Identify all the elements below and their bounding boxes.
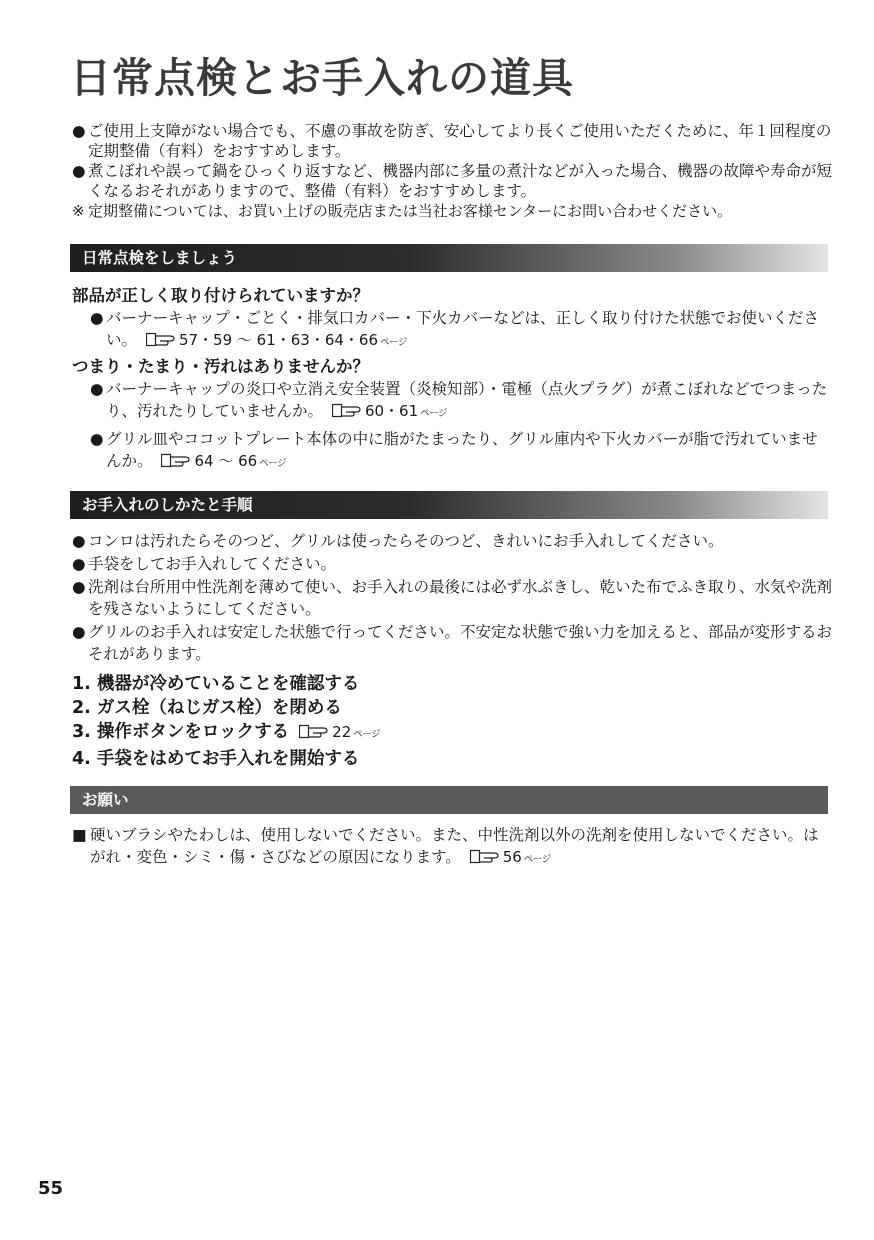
item-text: 手袋をしてお手入れしてください。 — [88, 555, 337, 573]
page-reference — [295, 723, 380, 741]
page-numbers: 60・61 — [364, 402, 419, 420]
list-item — [72, 161, 832, 201]
page-unit: ページ — [380, 337, 407, 348]
list-item — [90, 428, 832, 475]
bullet-icon: ● — [72, 162, 86, 180]
item-text: 洗剤は台所用中性洗剤を薄めて使い、お手入れの最後には必ず水ぶきし、乾いた布でふき取り、水気や洗剤を残さないようにしてください。 — [88, 578, 833, 618]
list-item — [72, 553, 832, 575]
page-title: 日常点検とお手入れの道具 — [70, 54, 574, 102]
note-mark: ※ — [72, 202, 85, 220]
step-item — [72, 720, 380, 747]
bullet-icon: ● — [90, 380, 104, 398]
step-item: 1. 機器が冷めていることを確認する — [72, 674, 360, 694]
question-body — [90, 307, 832, 357]
square-bullet-icon: ■ — [72, 826, 87, 844]
section-heading-care: お手入れのしかたと手順 — [70, 491, 828, 519]
list-item — [72, 621, 832, 665]
section-heading-daily-check: 日常点検をしましょう — [70, 244, 828, 272]
bullet-icon: ● — [72, 623, 86, 641]
page-numbers: 64 ～ 66 — [194, 452, 258, 470]
pointing-hand-icon — [470, 848, 500, 870]
pointing-hand-icon — [299, 722, 329, 746]
request-text: 硬いブラシやたわしは、使用しないでください。また、中性洗剤以外の洗剤を使用しないでください。はがれ・変色・シミ・傷・さびなどの原因になります。 — [90, 826, 819, 866]
bullet-icon: ● — [90, 309, 104, 327]
section-heading-request: お願い — [70, 786, 828, 814]
pointing-hand-icon — [161, 452, 191, 474]
list-item — [90, 307, 832, 354]
item-text: バーナーキャップ・ごとく・排気口カバー・下火カバーなどは、正しく取り付けた状態でお使いください。 — [106, 309, 820, 349]
step-item: 2. ガス栓（ねじガス栓）を閉める — [72, 698, 342, 718]
page-reference — [466, 848, 551, 866]
intro-text: ご使用上支障がない場合でも、不慮の事故を防ぎ、安心してより長くご使用いただくために、年１回程度の定期整備（有料）をおすすめします。 — [88, 122, 832, 160]
page-reference — [142, 331, 407, 349]
pointing-hand-icon — [146, 331, 176, 353]
bullet-icon: ● — [90, 430, 104, 448]
step-text: 3. 操作ボタンをロックする — [72, 722, 290, 742]
bullet-icon: ● — [72, 578, 86, 596]
care-notes — [72, 530, 832, 666]
bullet-icon: ● — [72, 122, 86, 140]
request-section — [72, 824, 832, 871]
question-heading: 部品が正しく取り付けられていますか？ — [72, 286, 369, 305]
list-item — [90, 378, 832, 425]
bullet-icon: ● — [72, 532, 86, 550]
item-text: グリル皿やココットプレート本体の中に脂がたまったり、グリル庫内や下火カバーが脂で汚れていませんか。 — [106, 430, 818, 470]
step-item: 4. 手袋をはめてお手入れを開始する — [72, 749, 360, 769]
item-text: コンロは汚れたらそのつど、グリルは使ったらそのつど、きれいにお手入れしてください。 — [88, 532, 724, 550]
care-steps — [72, 672, 380, 771]
page-numbers: 57・59 ～ 61・63・64・66 — [178, 331, 379, 349]
list-item — [72, 530, 832, 552]
list-item — [72, 824, 832, 871]
pointing-hand-icon — [332, 402, 362, 424]
page-numbers: 56 — [502, 848, 522, 866]
page-reference — [328, 402, 447, 420]
page-unit: ページ — [420, 408, 447, 419]
page-unit: ページ — [353, 729, 381, 740]
bullet-icon: ● — [72, 555, 86, 573]
note-text: 定期整備については、お買い上げの販売店または当社お客様センターにお問い合わせください。 — [88, 202, 733, 220]
page-reference — [157, 452, 286, 470]
page-unit: ページ — [523, 854, 551, 865]
intro-section — [72, 121, 832, 221]
list-item — [72, 121, 832, 161]
question-body — [90, 378, 832, 478]
question-heading: つまり・たまり・汚れはありませんか？ — [72, 357, 369, 376]
intro-text: 煮こぼれや誤って鍋をひっくり返すなど、機器内部に多量の煮汁などが入った場合、機器の故障や寿命が短くなるおそれがありますので、整備（有料）をおすすめします。 — [88, 162, 833, 200]
list-item — [72, 576, 832, 620]
item-text: グリルのお手入れは安定した状態で行ってください。不安定な状態で強い力を加えると、部品が変形するおそれがあります。 — [88, 623, 833, 663]
page-unit: ページ — [259, 458, 286, 469]
intro-note — [72, 201, 832, 221]
page-number: 55 — [38, 1178, 64, 1199]
page-numbers: 22 — [332, 723, 352, 741]
item-text: バーナーキャップの炎口や立消え安全装置（炎検知部）・電極（点火プラグ）が煮こぼれなどでつまったり、汚れたりしていませんか。 — [106, 380, 828, 420]
